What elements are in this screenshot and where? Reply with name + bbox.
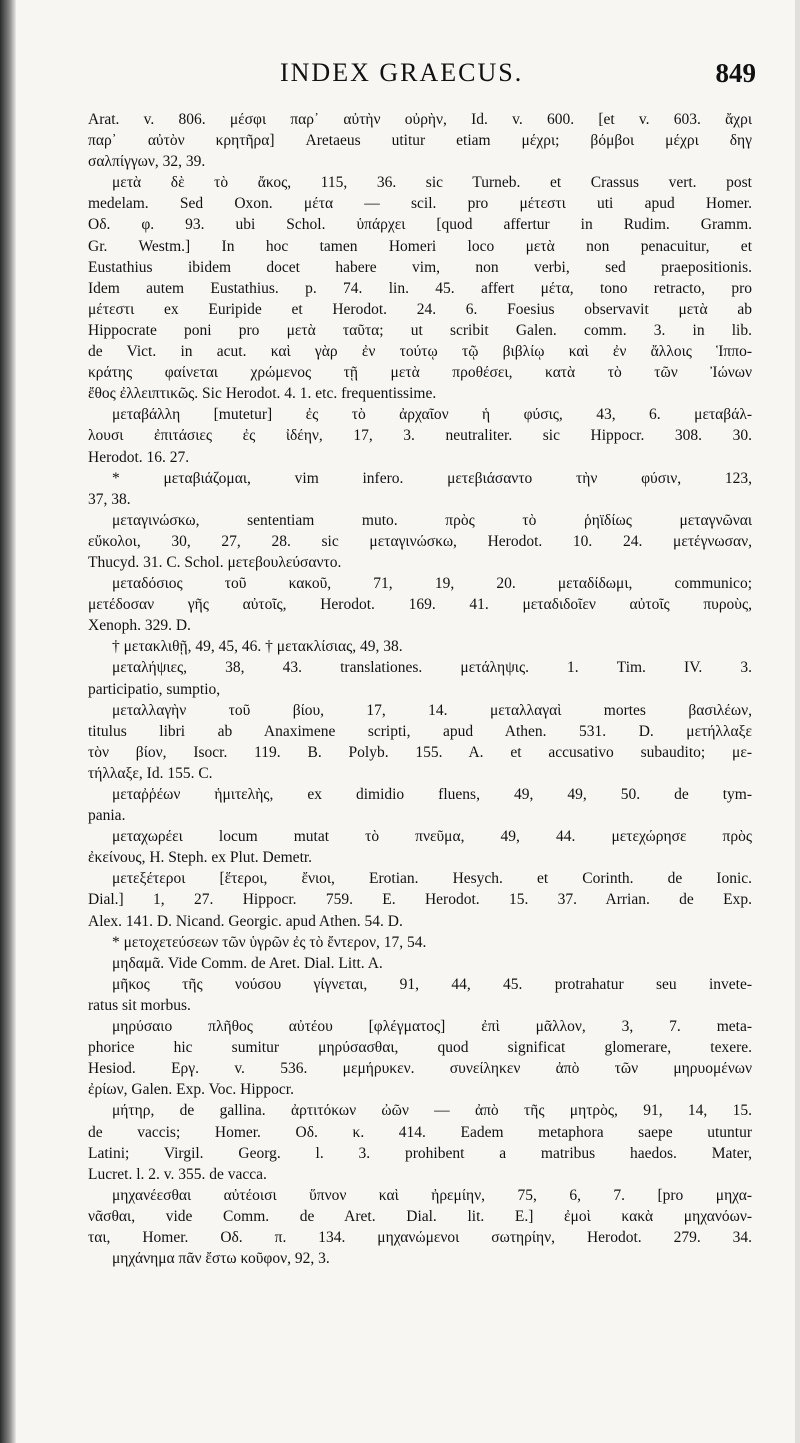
- text-line: titulus libri ab Anaximene scripti, apud Athen. 531. D. μετήλλαξε: [88, 722, 752, 740]
- text-line: μετὰ δὲ τὸ ἄκος, 115, 36. sic Turneb. et Crassus vert. post: [112, 174, 752, 192]
- text-line: μεταδόσιος τοῦ κακοῦ, 71, 19, 20. μεταδίδωμι, communico;: [112, 575, 752, 593]
- text-line: μετεξέτεροι [ἕτεροι, ἔνιοι, Erotian. Hesych. et Corinth. de Ionic.: [112, 870, 752, 888]
- text-line: Xenoph. 329. D.: [88, 617, 191, 635]
- text-line: ἐκείνους, H. Steph. ex Plut. Demetr.: [88, 849, 313, 867]
- text-line: μεταῤῥέων ἡμιτελὴς, ex dimidio fluens, 49, 49, 50. de tym-: [112, 786, 752, 803]
- text-line: μηχάνημα πᾶν ἔστω κοῦφον, 92, 3.: [112, 1250, 330, 1268]
- text-line: Herodot. 16. 27.: [88, 448, 190, 466]
- text-line: Οδ. φ. 93. ubi Schol. ὑπάρχει [quod affertur in Rudim. Gramm.: [88, 216, 752, 234]
- text-line: * μεταβιάζομαι, vim infero. μετεβιάσαντο τὴν φύσιν, 123,: [112, 469, 752, 487]
- text-line: μεταγινώσκω, sententiam muto. πρὸς τὸ ῥηϊδίως μεταγνῶναι: [112, 511, 752, 529]
- text-line: Idem autem Eustathius. p. 74. lin. 45. affert μέτα, tono retracto, pro: [88, 279, 752, 297]
- text-line: de Vict. in acut. καὶ γὰρ ἐν τούτῳ τῷ βιβλίῳ καὶ ἐν ἄλλοις Ἱππο-: [88, 343, 752, 361]
- text-line: Alex. 141. D. Nicand. Georgic. apud Athen. 54. D.: [88, 912, 403, 930]
- text-line: medelam. Sed Oxon. μέτα — scil. pro μέτεστι uti apud Homer.: [88, 195, 752, 213]
- text-line: νᾶσθαι, vide Comm. de Aret. Dial. lit. E.] ἐμοὶ κακὰ μηχανόων-: [88, 1207, 752, 1225]
- text-line: ἐρίων, Galen. Exp. Voc. Hippocr.: [88, 1081, 294, 1099]
- page-number: 849: [715, 58, 756, 88]
- text-line: μέτεστι ex Euripide et Herodot. 24. 6. Foesius observavit μετὰ ab: [88, 300, 752, 318]
- text-line: κράτης φαίνεται χρώμενος τῇ μετὰ προθέσει, κατὰ τὸ τῶν Ἰώνων: [88, 364, 752, 382]
- text-line: μεταλήψιες, 38, 43. translationes. μετάληψις. 1. Tim. IV. 3.: [112, 659, 752, 677]
- text-line: Dial.] 1, 27. Hippocr. 759. E. Herodot. 15. 37. Arrian. de Exp.: [88, 891, 752, 909]
- text-line: μετέδοσαν γῆς αὐτοῖς, Herodot. 169. 41. μεταδιδοῖεν αὐτοῖς πυροὺς,: [88, 596, 752, 614]
- text-line: ται, Homer. Οδ. π. 134. μηχανώμενοι σωτηρίην, Herodot. 279. 34.: [88, 1228, 752, 1246]
- text-line: Lucret. l. 2. v. 355. de vacca.: [88, 1165, 267, 1183]
- text-line: † μετακλιθῇ, 49, 45, 46. † μετακλίσιας, 49, 38.: [112, 638, 403, 656]
- text-line: Gr. Westm.] In hoc tamen Homeri loco μετὰ non penacuitur, et: [88, 237, 752, 255]
- text-line: μηχανέεσθαι αὐτέοισι ὕπνον καὶ ἠρεμίην, 75, 6, 7. [pro μηχα-: [112, 1186, 752, 1204]
- text-line: τὸν βίον, Isocr. 119. B. Polyb. 155. A. et accusativo subaudito; με-: [88, 743, 752, 761]
- binding-shadow: [0, 0, 16, 1443]
- text-line: σαλπίγγων, 32, 39.: [88, 153, 206, 171]
- text-line: 37, 38.: [88, 490, 131, 508]
- text-line: ἔθος ἐλλειπτικῶς. Sic Herodot. 4. 1. etc. frequentissime.: [88, 385, 437, 403]
- text-line: εὔκολοι, 30, 27, 28. sic μεταγινώσκω, Herodot. 10. 24. μετέγνωσαν,: [88, 532, 752, 550]
- page-edge: [795, 0, 800, 1443]
- text-line: Latini; Virgil. Georg. l. 3. prohibent a matribus haedos. Mater,: [88, 1144, 752, 1162]
- text-line: μήτηρ, de gallina. ἀρτιτόκων ὠῶν — ἀπὸ τῆς μητρὸς, 91, 14, 15.: [112, 1102, 752, 1120]
- text-line: μηρύσαιο πλῆθος αὐτέου [φλέγματος] ἐπὶ μᾶλλον, 3, 7. meta-: [112, 1018, 752, 1036]
- text-line: τήλλαξε, Id. 155. C.: [88, 764, 213, 782]
- text-line: Thucyd. 31. C. Schol. μετεβουλεύσαντο.: [88, 553, 342, 571]
- running-title: INDEX GRAECUS.: [280, 58, 524, 87]
- text-line: participatio, sumptio,: [88, 680, 221, 698]
- text-line: μεταχωρέει locum mutat τὸ πνεῦμα, 49, 44. μετεχώρησε πρὸς: [112, 828, 752, 846]
- text-line: μεταβάλλη [mutetur] ἐς τὸ ἀρχαῖον ἡ φύσις, 43, 6. μεταβάλ-: [112, 406, 752, 424]
- text-line: μῆκος τῆς νούσου γίγνεται, 91, 44, 45. protrahatur seu invete-: [112, 975, 752, 993]
- text-line: pania.: [88, 807, 126, 825]
- text-line: Hesiod. Εργ. v. 536. μεμήρυκεν. συνείληκεν ἀπὸ τῶν μηρυομένων: [88, 1060, 752, 1078]
- text-line: λουσι ἐπιτάσιες ἐς ἰδέην, 17, 3. neutraliter. sic Hippocr. 308. 30.: [88, 427, 752, 445]
- text-line: Eustathius ibidem docet habere vim, non verbi, sed praepositionis.: [88, 258, 752, 276]
- text-line: * μετοχετεύσεων τῶν ὑγρῶν ἐς τὸ ἔντερον, 17, 54.: [112, 933, 427, 951]
- text-line: παρ᾽ αὐτὸν κρητῆρα] Aretaeus utitur etiam μέχρι; βόμβοι μέχρι δηγ: [88, 132, 752, 150]
- text-line: ratus sit morbus.: [88, 996, 191, 1014]
- text-line: μεταλλαγὴν τοῦ βίου, 17, 14. μεταλλαγαὶ mortes βασιλέων,: [112, 701, 752, 719]
- text-line: de vaccis; Homer. Οδ. κ. 414. Eadem metaphora saepe utuntur: [88, 1123, 752, 1141]
- text-line: Arat. v. 806. μέσφι παρ᾽ αὐτὴν οὐρὴν, Id. v. 600. [et v. 603. ἄχρι: [88, 111, 752, 128]
- text-line: μηδαμᾶ. Vide Comm. de Aret. Dial. Litt. A.: [112, 954, 383, 972]
- text-line: phorice hic sumitur μηρύσασθαι, quod significat glomerare, texere.: [88, 1039, 752, 1057]
- text-line: Hippocrate poni pro μετὰ ταῦτα; ut scribit Galen. comm. 3. in lib.: [88, 321, 752, 339]
- index-text-block: [88, 109, 752, 1269]
